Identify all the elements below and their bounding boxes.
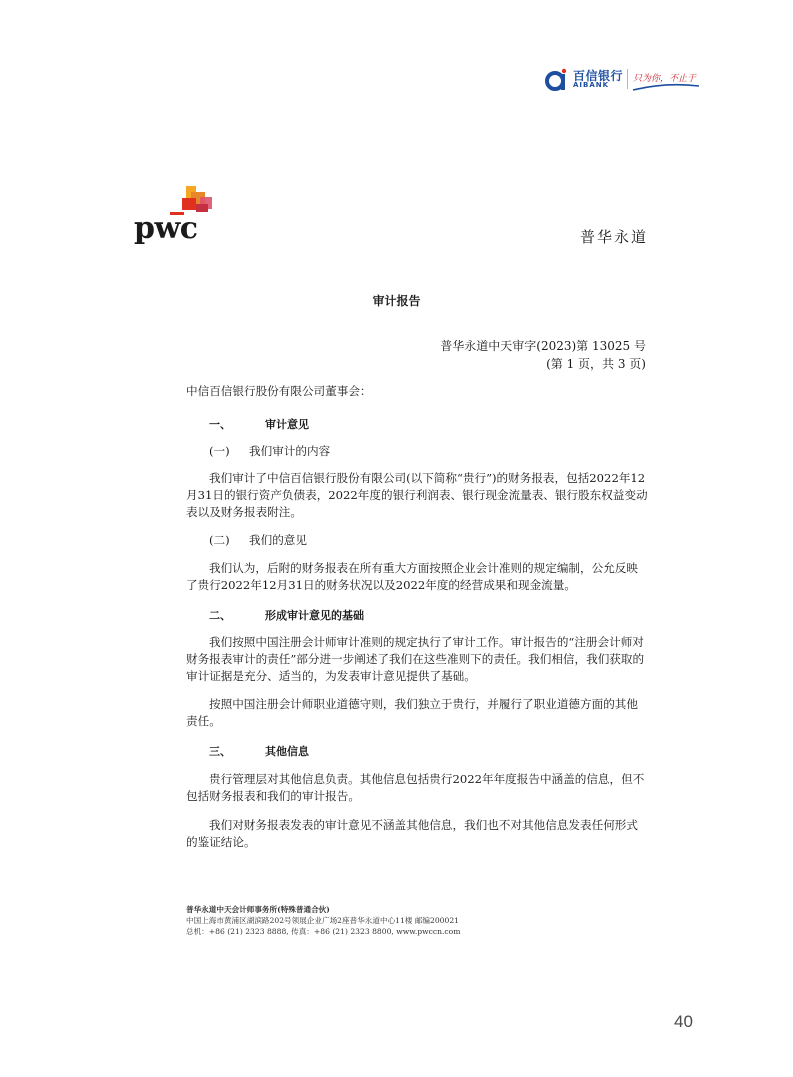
swoosh-icon (631, 80, 701, 92)
section-3-paragraph-2: 我们对财务报表发表的审计意见不涵盖其他信息，我们也不对其他信息发表任何形式的鉴证结论。 (186, 818, 638, 849)
footer-address: 中国上海市黄浦区湖滨路202号领展企业广场2座普华永道中心11楼 邮编200021 (186, 916, 460, 925)
section-1-title: 审计意见 (265, 418, 309, 431)
page-number: 40 (674, 1012, 693, 1031)
aibank-name-en: AIBANK (573, 81, 610, 89)
subsection-2-title: 我们的意见 (249, 533, 307, 547)
section-3-heading (209, 743, 309, 759)
aibank-mark-icon (545, 68, 569, 92)
section-2-paragraph-1: 我们按照中国注册会计师审计准则的规定执行了审计工作。审计报告的“注册会计师对财务报表审计的责任”部分进一步阐述了我们在这些准则下的责任。我们相信，我们获取的审计证据是充分、适当的，为发表审计意见提供了基础。 (186, 635, 645, 683)
section-3-title: 其他信息 (265, 745, 309, 758)
aibank-name: 百信银行 (573, 69, 624, 83)
header-divider (627, 69, 628, 89)
section-3-paragraph-1: 贵行管理层对其他信息负责。其他信息包括贵行2022年年度报告中涵盖的信息，但不包括财务报表和我们的审计报告。 (186, 772, 645, 803)
section-1-num: 一、 (209, 418, 231, 431)
subsection-1-num: (一) (209, 444, 230, 458)
report-ref-no: 普华永道中天审字(2023)第 13025 号 (440, 339, 646, 353)
section-1-paragraph-1: 我们审计了中信百信银行股份有限公司(以下简称“贵行”)的财务报表，包括2022年12月31日的银行资产负债表，2022年度的银行利润表、银行现金流量表、银行股东权益变动表以及财务报表附注。 (186, 471, 648, 519)
section-2-heading (209, 607, 364, 623)
pwc-logo (134, 186, 218, 248)
aibank-logo (545, 66, 705, 94)
footer-contact: 总机：+86 (21) 2323 8888, 传真：+86 (21) 2323 8800, www.pwccn.com (186, 927, 461, 936)
footer-firm-name: 普华永道中天会计师事务所(特殊普通合伙) (186, 905, 330, 914)
section-3-num: 三、 (209, 745, 231, 758)
firm-name-cn: 普华永道 (580, 228, 649, 246)
addressee: 中信百信银行股份有限公司董事会： (186, 384, 372, 398)
report-page-info: (第 1 页，共 3 页) (546, 357, 646, 371)
section-1-paragraph-2: 我们认为，后附的财务报表在所有重大方面按照企业会计准则的规定编制，公允反映了贵行2022年12月31日的财务状况以及2022年度的经营成果和现金流量。 (186, 561, 638, 592)
pwc-logo-text: pwc (134, 211, 198, 246)
section-1-heading (209, 416, 309, 432)
subsection-1-title: 我们审计的内容 (249, 444, 331, 458)
aibank-slogan: 只为你，不止于 (633, 74, 697, 84)
section-2-num: 二、 (209, 609, 231, 622)
report-title: 审计报告 (372, 294, 421, 308)
section-2-title: 形成审计意见的基础 (265, 609, 364, 622)
footer (186, 904, 606, 937)
subsection-1-heading (209, 443, 330, 459)
subsection-2-num: (二) (209, 533, 230, 547)
subsection-2-heading (209, 532, 307, 548)
section-2-paragraph-2: 按照中国注册会计师职业道德守则，我们独立于贵行，并履行了职业道德方面的其他责任。 (186, 697, 638, 728)
